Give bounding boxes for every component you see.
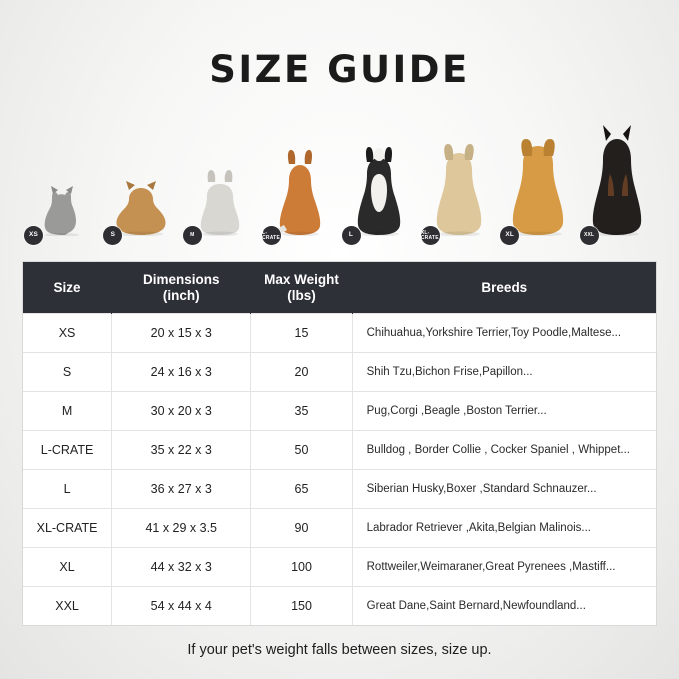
shiba-inu-silhouette — [269, 138, 331, 241]
page-title: SIZE GUIDE — [209, 48, 470, 91]
size-table — [23, 262, 656, 625]
table-row — [23, 431, 656, 470]
size-badge-xl: XL — [500, 226, 519, 245]
size-badge-l-crate: L-CRATE — [262, 226, 281, 245]
cell-breeds: Labrador Retriever ,Akita,Belgian Malinois... — [352, 509, 656, 548]
cell-size: XXL — [23, 587, 112, 626]
cell-weight: 35 — [251, 392, 352, 431]
doberman-silhouette — [582, 114, 652, 241]
column-header-dimensions-line1: Dimensions — [142, 272, 220, 287]
breed-figure-xl — [498, 109, 577, 241]
breed-figure-xs — [22, 109, 101, 241]
cell-breeds: Pug,Corgi ,Beagle ,Boston Terrier... — [352, 392, 656, 431]
cell-breeds: Siberian Husky,Boxer ,Standard Schnauzer... — [352, 470, 656, 509]
cell-weight: 15 — [251, 314, 352, 353]
column-header-breeds: Breeds — [352, 262, 656, 314]
cell-size: L — [23, 470, 112, 509]
column-header-weight-line1: Max Weight — [264, 272, 339, 287]
cell-size: XL-CRATE — [23, 509, 112, 548]
cell-dimensions: 24 x 16 x 3 — [112, 353, 251, 392]
column-header-dimensions — [112, 262, 251, 314]
cell-dimensions: 30 x 20 x 3 — [112, 392, 251, 431]
cell-weight: 90 — [251, 509, 352, 548]
cell-size: M — [23, 392, 112, 431]
labrador-silhouette — [426, 130, 492, 241]
size-badge-s: S — [103, 226, 122, 245]
golden-retriever-silhouette — [501, 124, 575, 241]
breed-figure-l-crate — [260, 109, 339, 241]
table-row — [23, 587, 656, 626]
table-row — [23, 353, 656, 392]
table-row — [23, 548, 656, 587]
column-header-dimensions-line2: (inch) — [162, 287, 200, 303]
cell-size: XL — [23, 548, 112, 587]
border-collie-silhouette — [347, 134, 411, 241]
size-badge-xxl: XXL — [580, 226, 599, 245]
cell-breeds: Great Dane,Saint Bernard,Newfoundland... — [352, 587, 656, 626]
cell-breeds: Bulldog , Border Collie , Cocker Spaniel , Whippet... — [352, 431, 656, 470]
cell-dimensions: 44 x 32 x 3 — [112, 548, 251, 587]
column-header-weight-line2: (lbs) — [287, 287, 316, 303]
cell-breeds: Shih Tzu,Bichon Frise,Papillon... — [352, 353, 656, 392]
breed-silhouette-row — [22, 109, 657, 241]
cell-weight: 65 — [251, 470, 352, 509]
breed-figure-xl-crate — [419, 109, 498, 241]
breed-figure-l — [340, 109, 419, 241]
breed-figure-s — [101, 109, 180, 241]
table-header-row — [23, 262, 656, 314]
cell-size: XS — [23, 314, 112, 353]
size-badge-l: L — [342, 226, 361, 245]
cell-weight: 50 — [251, 431, 352, 470]
cell-dimensions: 54 x 44 x 4 — [112, 587, 251, 626]
breed-figure-xxl — [578, 109, 657, 241]
cell-dimensions: 36 x 27 x 3 — [112, 470, 251, 509]
cell-weight: 100 — [251, 548, 352, 587]
size-table-head — [23, 262, 656, 314]
cell-weight: 20 — [251, 353, 352, 392]
size-table-body — [23, 314, 656, 626]
cell-weight: 150 — [251, 587, 352, 626]
cell-breeds: Chihuahua,Yorkshire Terrier,Toy Poodle,Maltese... — [352, 314, 656, 353]
size-badge-m: M — [183, 226, 202, 245]
column-header-size: Size — [23, 262, 112, 314]
cell-breeds: Rottweiler,Weimaraner,Great Pyrenees ,Mastiff... — [352, 548, 656, 587]
breed-figure-m — [181, 109, 260, 241]
table-row — [23, 392, 656, 431]
cell-dimensions: 41 x 29 x 3.5 — [112, 509, 251, 548]
cell-size: L-CRATE — [23, 431, 112, 470]
size-badge-xl-crate: XL-CRATE — [421, 226, 440, 245]
footnote-text: If your pet's weight falls between sizes, size up. — [187, 642, 492, 659]
cell-dimensions: 35 x 22 x 3 — [112, 431, 251, 470]
table-row — [23, 509, 656, 548]
column-header-weight — [251, 262, 352, 314]
cell-dimensions: 20 x 15 x 3 — [112, 314, 251, 353]
cell-size: S — [23, 353, 112, 392]
size-table-container — [22, 261, 657, 626]
table-row — [23, 470, 656, 509]
size-badge-xs: XS — [24, 226, 43, 245]
table-row — [23, 314, 656, 353]
